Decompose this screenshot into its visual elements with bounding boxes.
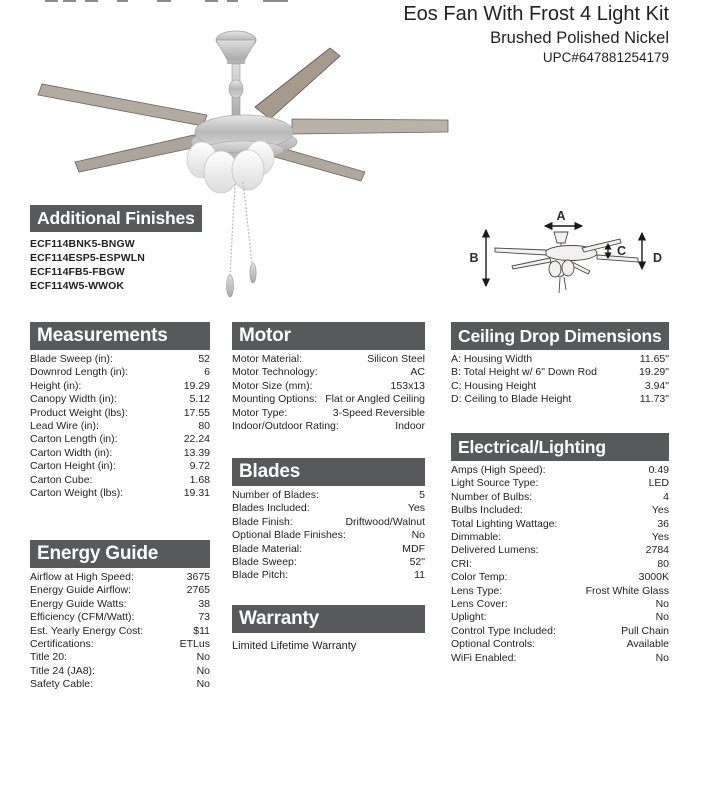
spec-label: Energy Guide Airflow: [30,584,131,597]
spec-row [30,651,210,664]
spec-label: Energy Guide Watts: [30,597,127,610]
spec-row [30,420,210,433]
spec-row [232,569,425,582]
spec-row [451,571,669,584]
spec-value: 38 [198,597,210,610]
product-finish: Brushed Polished Nickel [490,29,669,47]
spec-label: Optional Controls: [451,638,536,651]
spec-label: Carton Weight (lbs): [30,487,124,500]
fan-blade [292,119,448,134]
spec-label: Motor Material: [232,353,303,365]
spec-label: Certifications: [30,638,94,651]
spec-label: Blade Sweep: [232,556,297,569]
section-measurements [30,322,210,500]
finish-sku: ECF114FB5-FBGW [30,266,125,278]
finish-sku: ECF114ESP5-ESPWLN [30,252,145,264]
spec-row [451,477,669,490]
dimension-arrow-b [483,230,490,286]
spec-value: 22.24 [183,433,210,446]
spec-value: 52 [198,353,210,365]
spec-row [30,638,210,651]
spec-label: A: Housing Width [451,353,533,365]
motor-header: Motor [232,322,425,350]
spec-row [30,474,210,487]
spec-label: Motor Type: [232,406,288,419]
warranty-text: Limited Lifetime Warranty [232,640,357,652]
dimension-arrow-a [545,223,582,230]
product-upc: UPC#647881254179 [542,50,669,65]
spec-value: No [655,598,669,611]
spec-value: 36 [657,517,669,530]
spec-value: 80 [198,420,210,433]
spec-row [232,516,425,529]
spec-label: Carton Height (in): [30,460,116,473]
additional-finishes-list [30,237,202,293]
spec-row [451,585,669,598]
spec-label: Carton Length (in): [30,433,118,446]
spec-value: 17.55 [183,406,210,419]
spec-value: 52" [409,556,425,569]
pull-chains [227,182,257,297]
spec-row [451,518,669,531]
spec-label: B: Total Height w/ 6" Down Rod [451,366,597,379]
motor-rows [232,353,425,433]
dim-label-c: C [617,244,627,258]
spec-label: Blades Included: [232,502,310,515]
spec-row [451,464,669,477]
measurements-rows [30,353,210,500]
dim-label-d: D [653,251,663,265]
spec-row [232,353,425,366]
spec-label: Carton Cube: [30,473,93,486]
finish-sku: ECF114BNK5-BNGW [30,238,135,250]
spec-value: No [655,611,669,624]
spec-value: Available [626,638,669,651]
ceiling-drop-header: Ceiling Drop Dimensions [451,322,669,350]
spec-value: 19.29" [638,366,669,379]
electrical-lighting-rows [451,464,669,665]
spec-row [451,531,669,544]
spec-label: Blade Finish: [232,515,293,528]
spec-row [30,611,210,624]
spec-label: D: Ceiling to Blade Height [451,393,572,406]
spec-value: 5 [419,489,425,501]
spec-row [232,502,425,515]
spec-label: WiFi Enabled: [451,651,517,664]
electrical-lighting-header: Electrical/Lighting [451,433,669,461]
spec-value: 13.39 [183,446,210,459]
spec-row [451,638,669,651]
spec-row [451,625,669,638]
dim-label-a: A [556,209,566,223]
dimension-diagram [450,192,700,312]
section-additional-finishes [30,205,202,293]
fan-blade [38,84,207,126]
spec-row [451,544,669,557]
spec-label: Downrod Length (in): [30,366,129,379]
measurements-header: Measurements [30,322,210,350]
spec-label: Uplight: [451,611,487,624]
spec-value: Pull Chain [621,624,669,637]
spec-value: 3-Speed Reversible [332,406,425,419]
spec-row [451,598,669,611]
spec-value: No [196,664,210,677]
fan-light-shade [232,150,264,190]
spec-value: 11 [414,569,425,582]
spec-value: 0.49 [648,464,669,476]
spec-value: 5.12 [189,393,210,406]
spec-label: CRI: [451,557,472,570]
spec-row [232,420,425,433]
spec-label: Number of Blades: [232,489,319,501]
spec-value: No [655,651,669,664]
spec-label: Color Temp: [451,571,508,584]
blades-rows [232,489,425,583]
spec-row [451,504,669,517]
spec-label: Optional Blade Finishes: [232,529,346,542]
spec-row [232,489,425,502]
spec-row [232,543,425,556]
spec-value: 80 [657,557,669,570]
spec-value: 3000K [638,571,669,584]
spec-value: 73 [198,611,210,624]
spec-row [451,558,669,571]
spec-row [232,393,425,406]
spec-value: $11 [193,624,210,637]
spec-value: Indoor [395,420,425,433]
spec-label: Delivered Lumens: [451,544,539,557]
spec-value: No [196,651,210,664]
fan-downrod [229,64,243,119]
finish-sku: ECF114W5-WWOK [30,280,125,292]
section-blades [232,458,425,583]
spec-value: 153x13 [390,379,425,392]
spec-label: Dimmable: [451,531,502,544]
pull-chain [243,182,252,263]
energy-guide-rows [30,571,210,692]
spec-row [30,487,210,500]
energy-guide-header: Energy Guide [30,540,210,568]
spec-row [30,678,210,691]
spec-value: No [196,678,210,691]
spec-value: 2784 [645,544,669,557]
spec-value: 9.72 [189,460,210,473]
diagram-fan [495,232,638,293]
spec-value: Yes [651,531,669,544]
spec-row [30,447,210,460]
spec-label: Carton Width (in): [30,446,113,459]
spec-label: Canopy Width (in): [30,393,117,406]
spec-label: Total Lighting Wattage: [451,517,558,530]
spec-label: C: Housing Height [451,379,537,392]
spec-value: LED [648,477,669,490]
spec-label: Title 20: [30,651,67,664]
spec-label: Lens Type: [451,584,503,597]
spec-label: Lead Wire (in): [30,420,99,433]
spec-label: Mounting Options: [232,393,318,406]
spec-value: Driftwood/Walnut [345,515,425,528]
spec-label: Blade Material: [232,542,303,555]
spec-row [451,366,669,379]
spec-label: Amps (High Speed): [451,464,546,476]
spec-row [232,529,425,542]
spec-label: Title 24 (JA8): [30,664,95,677]
pull-chain [230,184,235,275]
spec-row [451,380,669,393]
spec-label: Motor Technology: [232,366,318,379]
section-ceiling-drop [451,322,669,407]
spec-value: Yes [407,502,425,515]
spec-row [30,393,210,406]
spec-row [232,407,425,420]
spec-row [451,491,669,504]
spec-value: 1.68 [189,473,210,486]
spec-row [232,366,425,379]
fan-blade [75,134,202,172]
spec-row [30,460,210,473]
section-energy-guide [30,540,210,692]
spec-row [451,353,669,366]
spec-label: Blade Sweep (in): [30,353,113,365]
spec-row [30,665,210,678]
spec-value: ETLus [179,638,210,651]
spec-value: Flat or Angled Ceiling [325,393,425,406]
spec-value: 11.65" [639,353,669,365]
spec-label: Safety Cable: [30,678,94,691]
spec-value: Frost White Glass [585,584,669,597]
spec-row [30,407,210,420]
section-motor [232,322,425,433]
spec-label: Blade Pitch: [232,569,289,582]
spec-row [30,380,210,393]
fan-canopy [216,31,256,64]
spec-label: Height (in): [30,379,82,392]
spec-label: Lens Cover: [451,598,508,611]
spec-row [30,433,210,446]
spec-row [232,380,425,393]
section-electrical-lighting [451,433,669,665]
spec-label: Control Type Included: [451,624,556,637]
spec-value: 2765 [186,584,210,597]
spec-label: Indoor/Outdoor Rating: [232,420,339,433]
warranty-header: Warranty [232,605,425,633]
spec-value: No [411,529,425,542]
spec-label: Product Weight (lbs): [30,406,128,419]
spec-value: MDF [402,542,425,555]
spec-value: 19.29 [183,379,210,392]
spec-value: Silicon Steel [367,353,425,365]
fan-blade [255,48,340,119]
additional-finishes-header: Additional Finishes [30,205,202,232]
spec-value: 19.31 [183,487,210,500]
spec-label: Airflow at High Speed: [30,571,134,583]
spec-value: 11.73" [639,393,669,406]
spec-row [451,652,669,665]
spec-row [30,571,210,584]
spec-row [30,584,210,597]
spec-label: Est. Yearly Energy Cost: [30,624,144,637]
spec-row [232,556,425,569]
spec-row [30,625,210,638]
spec-label: Efficiency (CFM/Watt): [30,611,135,624]
section-warranty [232,605,425,653]
spec-value: 6 [204,366,210,379]
product-title: Eos Fan With Frost 4 Light Kit [403,3,669,25]
spec-row [30,598,210,611]
spec-label: Light Source Type: [451,477,539,490]
spec-label: Motor Size (mm): [232,379,313,392]
blades-header: Blades [232,458,425,486]
spec-value: 4 [663,490,669,503]
dimension-arrow-d [639,233,646,269]
spec-value: 3.94" [644,379,669,392]
dim-label-b: B [469,251,479,265]
spec-label: Bulbs Included: [451,504,523,517]
spec-row [30,353,210,366]
spec-row [451,393,669,406]
spec-label: Number of Bulbs: [451,490,533,503]
spec-value: AC [410,366,425,379]
spec-value: 3675 [186,571,210,583]
spec-row [451,611,669,624]
spec-row [30,366,210,379]
spec-value: Yes [651,504,669,517]
ceiling-drop-rows [451,353,669,407]
